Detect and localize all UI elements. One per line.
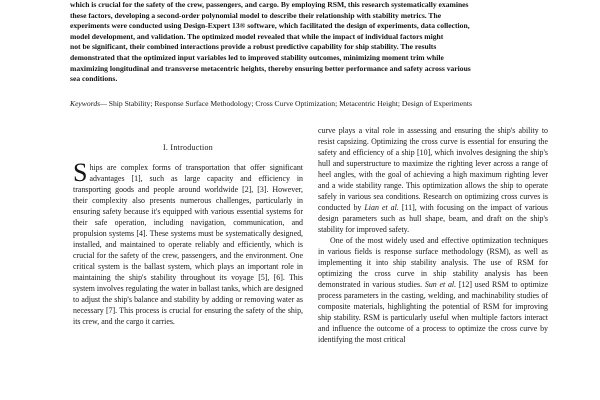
abstract-line: demonstrated that the optimized input variables led to improved stability outcomes, minimizing moment trim while [70,52,444,62]
keywords [70,99,532,110]
right-paragraph-1 [318,125,548,235]
section-heading-introduction: I. Introduction [162,143,214,152]
citation-lian: Lian et al. [364,203,399,212]
keywords-label: Keywords— [70,99,107,108]
drop-cap: S [73,158,88,187]
abstract-line: which is crucial for the safety of the crew, passengers, and cargo. By employing RSM, this research systematically examines [70,0,469,9]
abstract-line: not be significant, their combined interactions provide a robust predictive capability for ship stability. The results [70,42,437,52]
abstract-line: model development, and validation. The optimized model revealed that while the impact of individual factors might [70,31,444,41]
right-paragraph-2-end: [12] used RSM to optimize process parameters in the casting, welding, and machinability studies of composite materials, highlighting the potential of RSM for improving ship stability. RSM is particularly useful when multiple factors interact and influence the outcome of a process to optimize the cross curve by identifying the most critical [318,280,548,344]
right-paragraph-2-text: One of the most widely used and effective optimization techniques in various fields is response surface methodology (RSM), as well as implementing it into ship stability analysis. The use of RSM for optimizing the cross curve in ship stability analysis has been demonstrated in various studies. [318,236,548,289]
abstract-line: experiments were conducted using Design-Expert 13® software, which facilitated the design of experiments, data collection, [70,21,470,31]
abstract-line: maximizing longitudinal and transverse metacentric heights, thereby ensuring better performance and safety across various [70,63,471,73]
abstract-line: sea conditions. [70,74,118,84]
right-paragraph-1-text: curve plays a vital role in assessing and ensuring the ship's ability to resist capsizing. Optimizing the cross curve is essential for ensuring the safety and efficiency of a ship [10], which involves designing the ship's hull and superstructure to maximize the righting lever across a range of heel angles, with the goal of achieving a high maximum righting lever and a wide stability range. This optimization allows the ship to operate safely in various sea conditions. Research on optimizing cross curves is conducted by [318,126,548,212]
intro-paragraph-text: hips are complex forms of transportation that offer significant advantages [1], such as large capacity and efficiency in transporting goods and people around worldwide [2], [3]. However, their complexity also presents numerous challenges, particularly in ensuring safety because it's equipped with various essential systems for their safe operation, including navigation, communication, and propulsion systems [4]. These systems must be systematically designed, installed, and maintained to operate reliably and efficiently, which is crucial for the safety of the crew, passengers, and the environment. One critical system is the ballast system, which plays an important role in maintaining the ship's stability throughout its voyage [5], [6]. This system involves regulating the water in ballast tanks, which are designed to adjust the ship's balance and stability by adding or removing water as necessary [7]. This process is crucial for ensuring the safety of the ship, its crew, and the cargo it carries. [73,163,303,326]
left-column [73,158,303,327]
keywords-text: Ship Stability; Response Surface Methodology; Cross Curve Optimization; Metacentric Height; Design of Experiments [106,99,472,108]
intro-paragraph [73,158,303,327]
abstract-line: these factors, developing a second-order polynomial model to describe their relationship with stability metrics. The [70,10,442,20]
abstract [70,0,532,85]
right-paragraph-2 [318,235,548,345]
right-paragraph-1-end: [11], with focusing on the impact of various design parameters such as hull shape, beam, and draft on the ship's stability for improved safety. [318,203,548,234]
citation-sun: Sun et al. [424,280,457,289]
right-column [318,125,548,345]
